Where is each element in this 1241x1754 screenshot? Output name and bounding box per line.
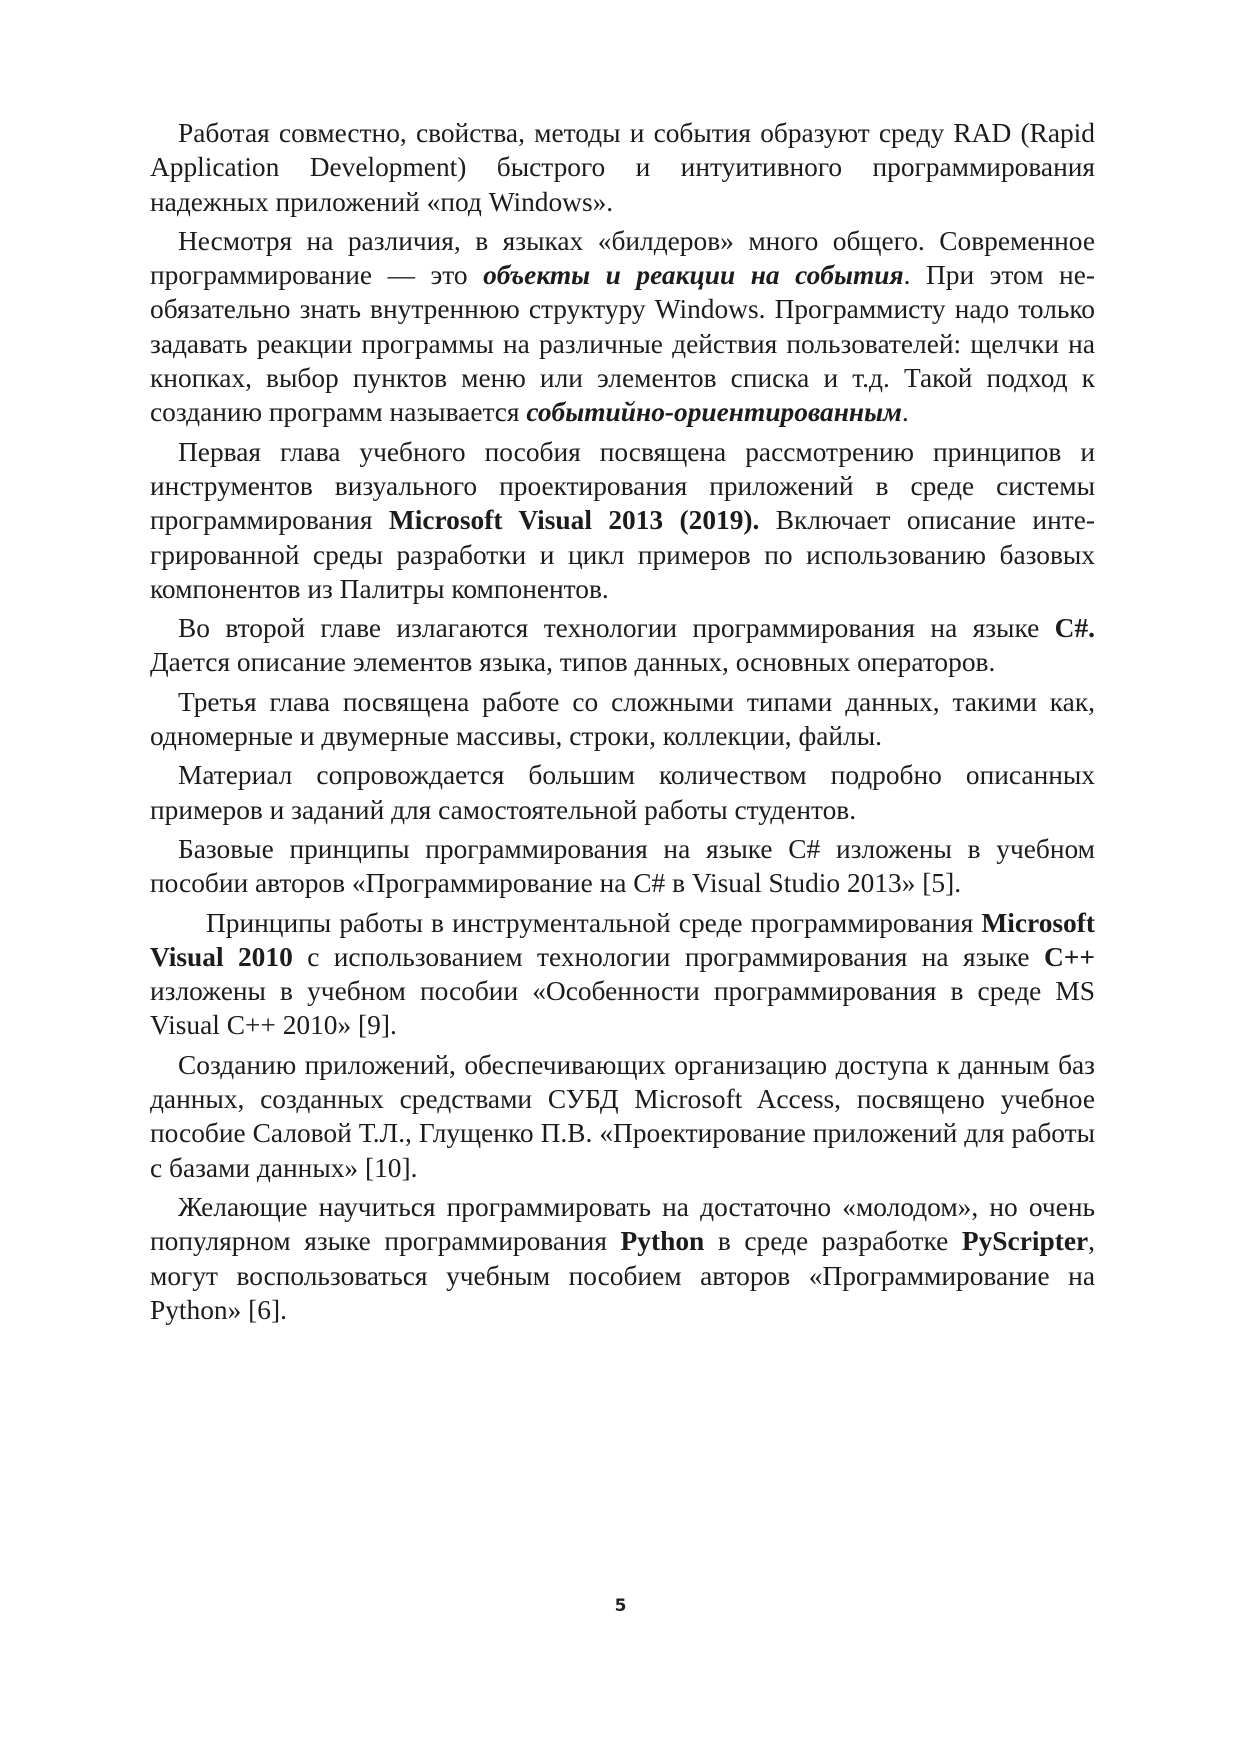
paragraph-builders-part-1: Несмотря на различия, в языках «билдеров» много общего. Современное программирование — это (150, 225, 1095, 291)
paragraph-builders-part-3: . (901, 397, 909, 428)
paragraph-material (150, 758, 1095, 827)
bold-cpp: C++ (1044, 941, 1096, 972)
paragraph-builders-part-2: . При этом необязательно знать внутреннюю структуру Windows. Программисту надо только задавать реакции программы на различные действия пользователей: щелчки на кнопках, выбор пунктов меню или элементов списка и т.д. Такой подход к созданию программ называется (150, 260, 1095, 428)
paragraph-visual-2010-part-2: с использованием технологии программирования на языке (292, 941, 1045, 972)
paragraph-access-text: Созданию приложений, обеспечивающих организацию доступа к данным баз данных, созданных средствами СУБД Microsoft Access, посвящено учебное пособие Саловой Т.Л., Глущенко П.В. «Проектирование приложений для работы с базами данных» [10]. (150, 1049, 1095, 1183)
paragraph-chapter-1-part-2: Включает описание интегрированной среды разработки и цикл примеров по использованию базовых компонентов из Палитры компонентов. (150, 505, 1095, 604)
paragraph-material-text: Материал сопровождается большим количеством подробно описанных примеров и заданий для самостоятельной работы студентов. (150, 760, 1095, 825)
page-body (150, 116, 1095, 1327)
paragraph-chapter-2-part-1: Во второй главе излагаются технологии программирования на языке (178, 613, 1055, 644)
paragraph-rad (150, 116, 1095, 219)
paragraph-chapter-2-part-2: Дается описание элементов языка, типов данных, основных операторов. (150, 647, 996, 678)
bold-ms-visual-2013: Microsoft Visual 2013 (2019). (388, 505, 760, 536)
emphasis-event-oriented: событийно-ориентированным (526, 397, 902, 428)
bold-csharp: C#. (1054, 613, 1095, 644)
page-number: 5 (614, 1596, 627, 1616)
bold-python: Python (620, 1226, 705, 1257)
paragraph-python-part-3: , могут воспользоваться учебным пособием авторов «Программирование на Python» [6]. (150, 1226, 1095, 1325)
emphasis-objects-reactions: объекты и реакции на события (483, 260, 904, 291)
paragraph-python-part-1: Желающие научиться программировать на достаточно «молодом», но очень популярном языке программирования (150, 1191, 1095, 1257)
paragraph-chapter-1 (150, 435, 1095, 606)
paragraph-rad-text: Работая совместно, свойства, методы и события образуют среду RAD (Rapid Application Development) быстрого и интуитивного программирования надежных приложений «под Windows». (150, 118, 1095, 217)
paragraph-basic-principles (150, 832, 1095, 901)
paragraph-builders (150, 224, 1095, 430)
bold-pyscripter: PyScripter (961, 1226, 1089, 1257)
paragraph-python (150, 1190, 1095, 1327)
paragraph-chapter-3 (150, 685, 1095, 754)
paragraph-visual-2010-part-1: Принципы работы в инструментальной среде программирования (206, 907, 982, 938)
paragraph-chapter-1-part-1: Первая глава учебного пособия посвящена рассмотрению принципов и инструментов визуального проектирования приложений в среде системы программирования (150, 436, 1095, 536)
paragraph-basic-principles-text: Базовые принципы программирования на языке C# изложены в учебном пособии авторов «Программирование на C# в Visual Studio 2013» [5]. (150, 833, 1095, 899)
paragraph-access (150, 1048, 1095, 1185)
paragraph-chapter-2 (150, 611, 1095, 680)
paragraph-visual-2010-part-3: изложены в учебном пособии «Особенности программирования в среде MS Visual C++ 2010» [9]. (150, 976, 1095, 1041)
bold-ms-visual-2010: Microsoft Visual 2010 (150, 907, 1095, 972)
paragraph-visual-2010 (150, 906, 1095, 1043)
paragraph-chapter-3-text: Третья глава посвящена работе со сложными типами данных, такими как, одномерные и двумерные массивы, строки, коллекции, файлы. (150, 686, 1095, 752)
paragraph-python-part-2: в среде разработке (704, 1226, 962, 1257)
